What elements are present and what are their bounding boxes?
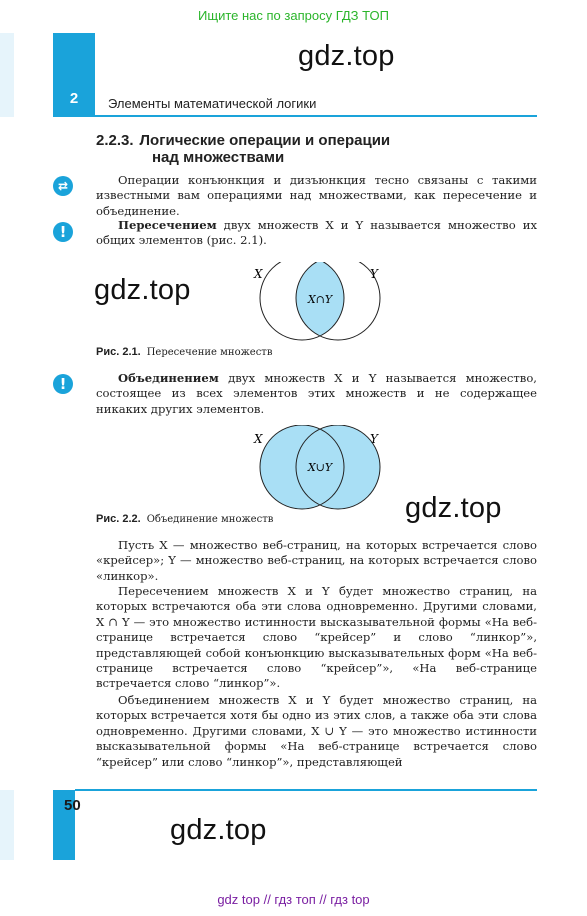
figure-caption-2: Рис. 2.2. Объединение множеств — [96, 513, 274, 525]
section-title-line2: над множествами — [152, 149, 285, 166]
set-x-label: X — [254, 267, 263, 281]
chapter-title: Элементы математической логики — [108, 96, 317, 111]
union-term: Объединением — [118, 371, 219, 385]
watermark: gdz.top — [405, 492, 502, 524]
footer-links[interactable]: gdz top // гдз топ // гдз top — [217, 892, 370, 907]
intersection-term: Пересечением — [118, 218, 217, 232]
header-rule — [95, 115, 537, 117]
watermark: gdz.top — [94, 274, 191, 306]
venn-intersection — [250, 262, 390, 342]
section-heading — [96, 132, 390, 166]
figure-caption-1: Рис. 2.1. Пересечение множеств — [96, 346, 273, 358]
intersection-definition: Пересечением двух множеств X и Y называется множество их общих элементов (рис. 2.1). — [96, 218, 537, 248]
set-x-label: X — [254, 432, 263, 446]
page-number: 50 — [64, 797, 81, 814]
footer-rule — [75, 789, 537, 791]
intro-paragraph: Операции конъюнкция и дизъюнкция тесно связаны с такими известными вам операциями над множествами, как пересечение и объединение. — [96, 173, 537, 218]
region-label: X∪Y — [307, 461, 333, 474]
venn-union — [250, 425, 390, 511]
example-intersection-paragraph: Пересечением множеств X и Y будет множество страниц, на которых встречаются оба эти слова одновременно. Другими словами, X ∩ Y — это множество истинности высказывательной формы «На веб-странице встречается слово “крейсер” и слово “линкор”», представляющей собой конъюнкцию высказывательных форм «На веб-странице встречается слово “крейсер”», «На веб-странице встречается слово “линкор”». — [96, 584, 537, 691]
margin-strip-top — [0, 33, 14, 117]
example-union-paragraph: Объединением множеств X и Y будет множество страниц, на которых встречается хотя бы одно из этих слов, а также оба эти слова одновременно. Другими словами, X ∪ Y — это множество истинности высказывательной формы «На веб-странице встречается слово “крейсер” или слово “линкор”», представляющей — [96, 693, 537, 769]
exclamation-icon: ! — [53, 222, 73, 242]
swap-arrows-icon: ⇄ — [53, 176, 73, 196]
set-y-label: Y — [370, 432, 378, 446]
example-paragraph: Пусть X — множество веб-страниц, на которых встречается слово «крейсер»; Y — множество веб-страниц, на которых встречается слово «линкор». — [96, 538, 537, 583]
region-label: X∩Y — [307, 293, 333, 306]
union-definition: Объединением двух множеств X и Y называется множество, состоящее из всех элементов этих множеств и не содержащее никаких других элементов. — [96, 371, 537, 416]
watermark: gdz.top — [298, 40, 395, 72]
watermark: gdz.top — [170, 814, 267, 846]
search-banner[interactable]: Ищите нас по запросу ГДЗ ТОП — [198, 8, 389, 23]
set-y-label: Y — [370, 267, 378, 281]
chapter-number: 2 — [69, 90, 79, 107]
section-title-line1: Логические операции и операции — [139, 132, 391, 149]
exclamation-icon: ! — [53, 374, 73, 394]
section-number: 2.2.3. — [96, 132, 134, 149]
margin-strip-bottom — [0, 790, 14, 860]
